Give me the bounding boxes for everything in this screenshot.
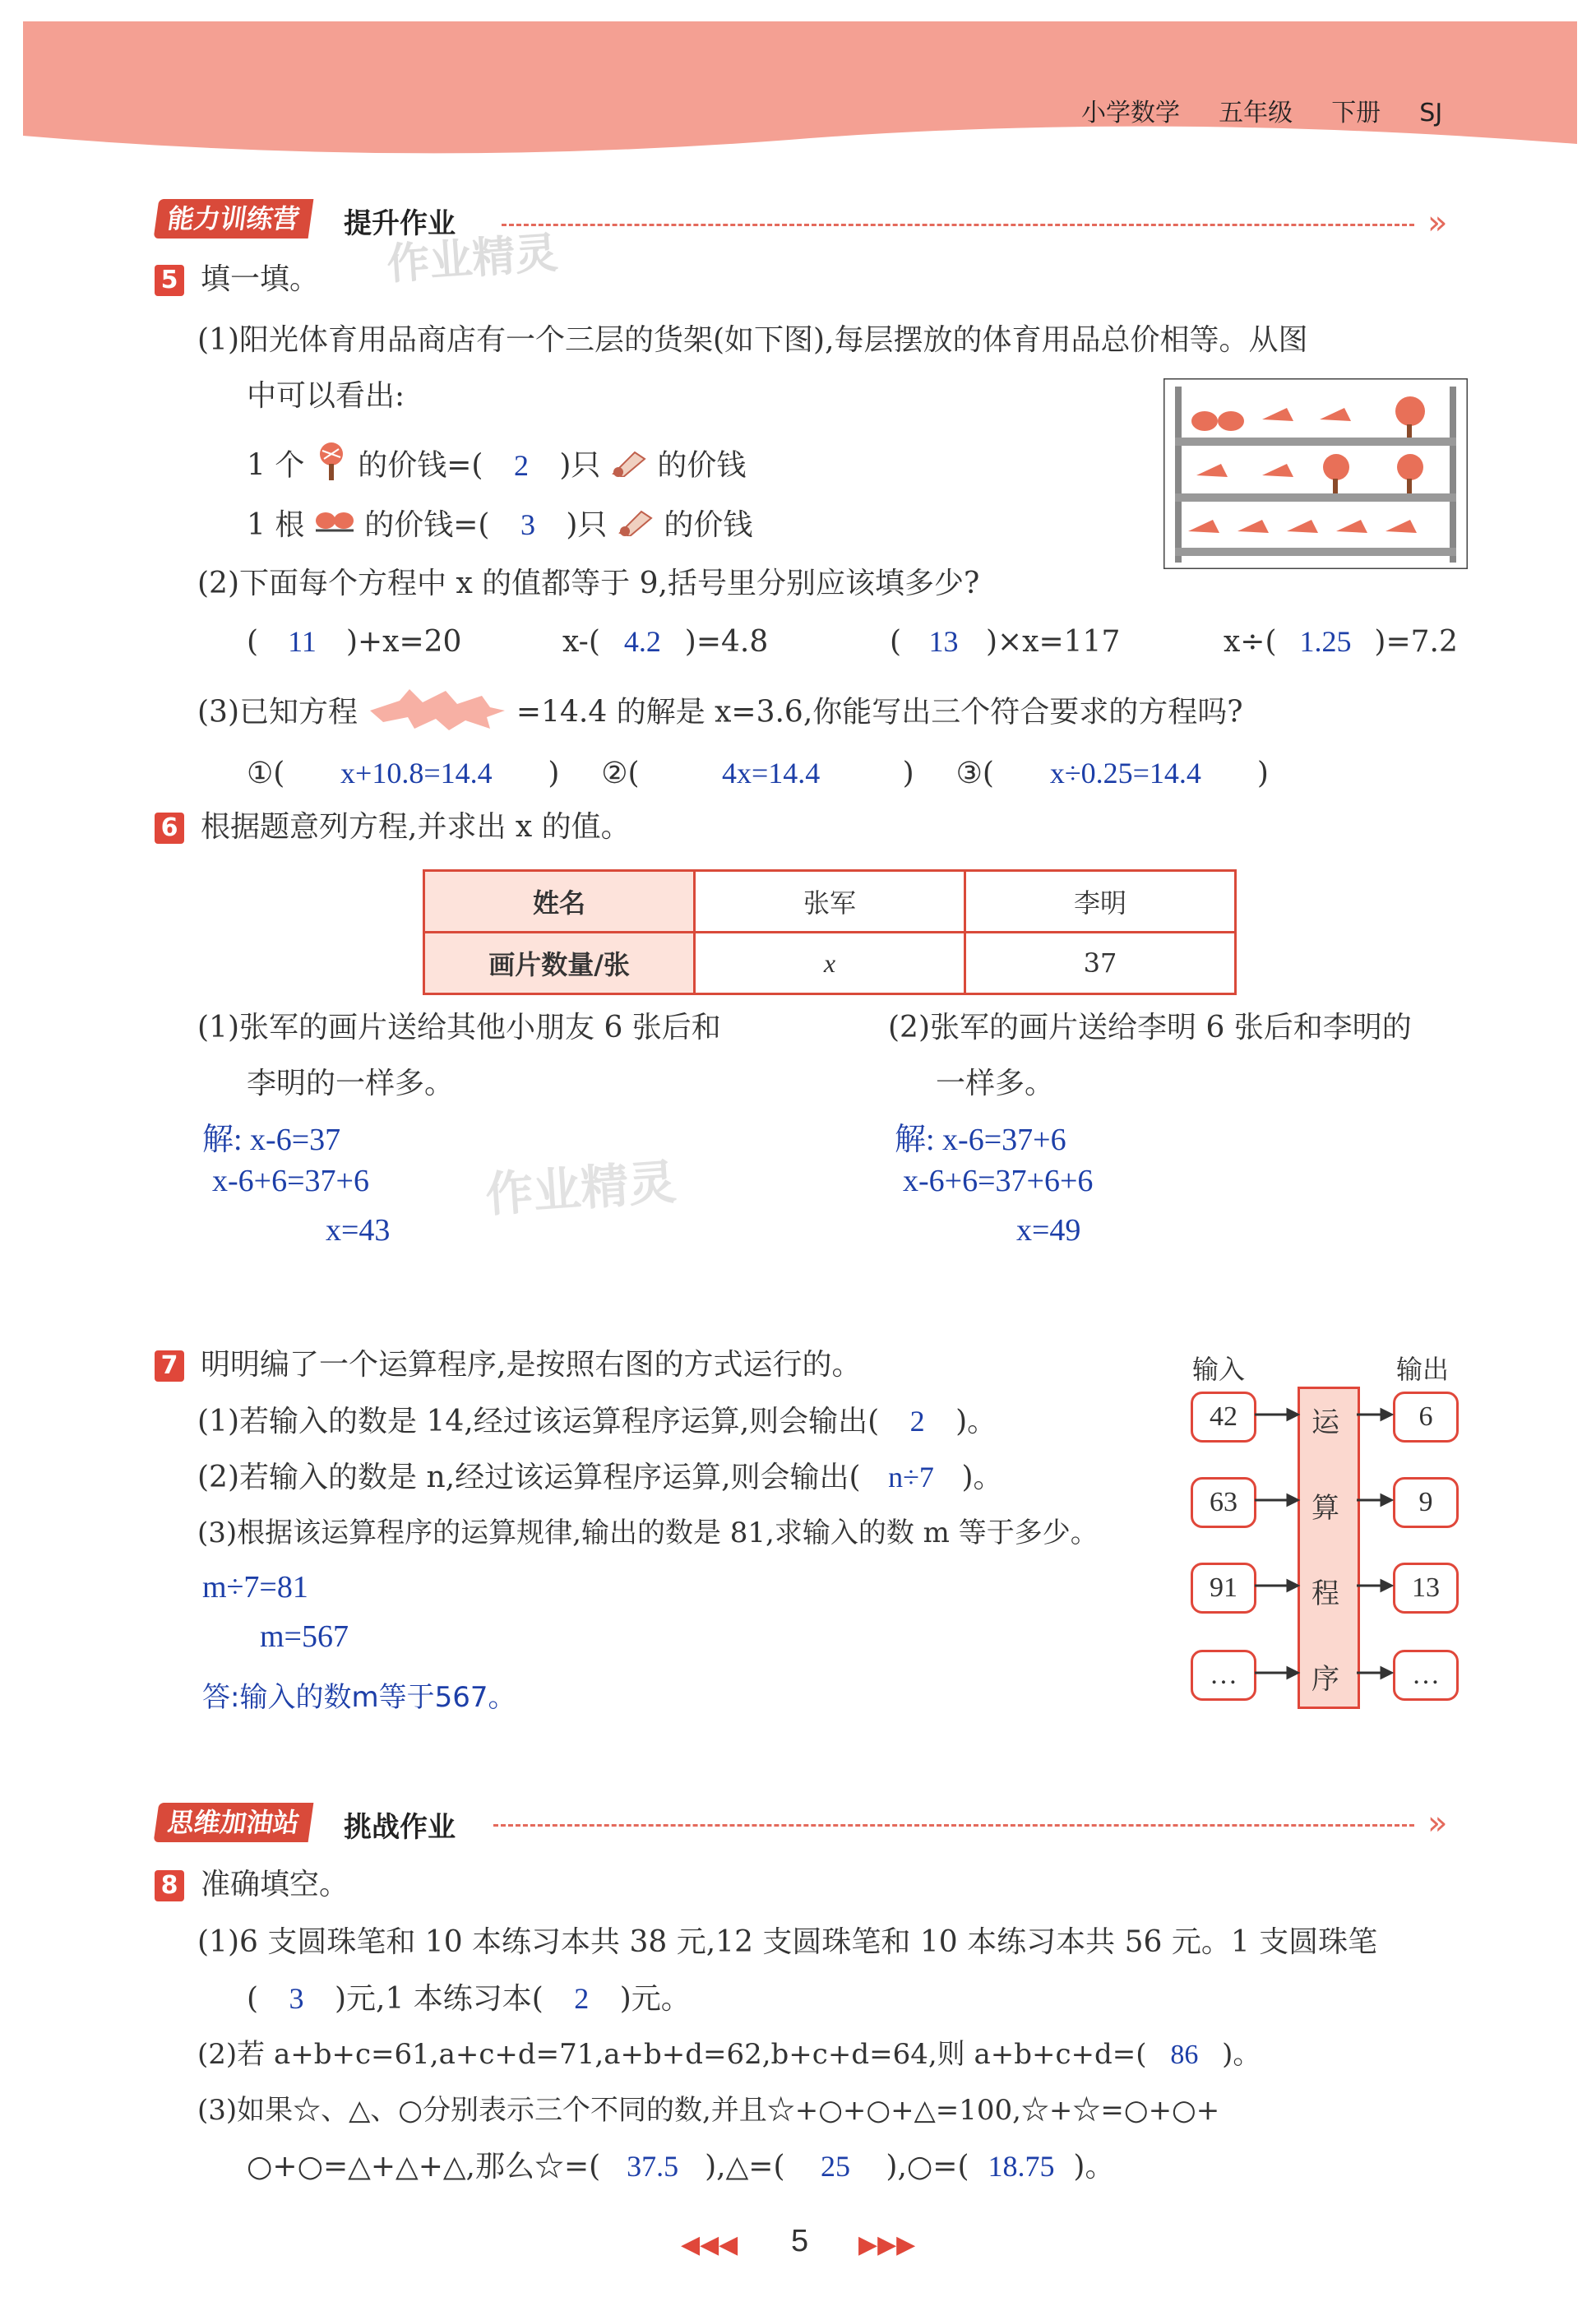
solution-watermark: 作业精灵: [483, 1153, 678, 1223]
section-watermark: 作业精灵: [385, 228, 560, 290]
page-number: 5: [791, 2224, 809, 2258]
question-number-5: 5: [155, 265, 184, 296]
q5-p1-b-answer: 3: [520, 508, 535, 541]
header-grade: 五年级: [1219, 99, 1293, 127]
diagram-input-3: 91: [1191, 1563, 1256, 1614]
q8-title: 准确填空。: [201, 1868, 349, 1901]
q5-p2-eq1: ( 11 )+x=20: [247, 622, 461, 662]
table-cell-liming: 37: [965, 933, 1235, 994]
q5-p3-answer-1: x+10.8=14.4: [340, 757, 493, 790]
q7-solution-2: m=567: [260, 1619, 349, 1654]
chevron-right-icon: »: [1427, 1804, 1448, 1842]
diagram-program-char-2: 算: [1311, 1492, 1339, 1525]
q8-p3-line1: (3)如果☆、△、○分别表示三个不同的数,并且☆+○+○+△=100,☆+☆=○+○+: [197, 2094, 1220, 2127]
q7-p1-answer: 2: [909, 1405, 925, 1438]
diagram-program-char-3: 程: [1311, 1577, 1339, 1610]
q6-p2-solution-1: 解: x-6=37+6: [895, 1123, 1066, 1157]
bat-pair-icon: [314, 506, 355, 549]
diagram-program-char-4: 序: [1311, 1663, 1339, 1696]
table-row-label: 画片数量/张: [424, 933, 695, 994]
diagram-input-label: 输入: [1192, 1354, 1246, 1385]
q5-p2-eq2: x-( 4.2 )=4.8: [562, 622, 768, 662]
q8-p1-answer-pen: 3: [289, 1982, 304, 2015]
q5-p2-eq3-answer: 13: [928, 625, 959, 658]
q6-p1-solution-3: x=43: [326, 1213, 391, 1248]
q6-table: [423, 869, 1237, 995]
racket-icon: [314, 441, 349, 494]
q5-p2-line: (2)下面每个方程中 x 的值都等于 9,括号里分别应该填多少?: [197, 567, 980, 600]
diagram-output-3: 13: [1393, 1563, 1459, 1614]
shuttlecock-icon: [610, 448, 648, 488]
q5-p1-line1: (1)阳光体育用品商店有一个三层的货架(如下图),每层摆放的体育用品总价相等。从图: [197, 323, 1308, 357]
q6-p2-line1: (2)张军的画片送给李明 6 张后和李明的: [888, 1011, 1412, 1044]
q6-p2-solution-3: x=49: [1016, 1213, 1081, 1248]
diagram-input-2: 63: [1191, 1477, 1256, 1528]
diagram-program-char-1: 运: [1311, 1406, 1339, 1439]
q6-p2-line2: 一样多。: [936, 1067, 1055, 1100]
q5-p1-line2: 中可以看出:: [247, 379, 405, 413]
q5-p2-eq4: x÷( 1.25 )=7.2: [1224, 622, 1458, 662]
q7-p1: (1)若输入的数是 14,经过该运算程序运算,则会输出( 2 )。: [197, 1401, 997, 1442]
section-badge-ability: 能力训练营: [154, 199, 314, 239]
header-edition: SJ: [1419, 99, 1443, 127]
q8-p3-answer-star: 37.5: [627, 2150, 679, 2183]
question-number-6: 6: [155, 813, 184, 844]
q5-p2-eq4-answer: 1.25: [1299, 625, 1352, 658]
q7-p2: (2)若输入的数是 n,经过该运算程序运算,则会输出( n÷7 )。: [197, 1457, 1003, 1498]
section-divider-2: [493, 1824, 1414, 1827]
q8-p2-answer: 86: [1170, 2040, 1199, 2070]
ink-splash-icon: [367, 686, 507, 743]
q8-p1-answer-book: 2: [574, 1982, 590, 2015]
q8-p1-line2: ( 3 )元,1 本练习本( 2 )元。: [247, 1979, 691, 2019]
diagram-input-1: 42: [1191, 1392, 1256, 1443]
diagram-output-2: 9: [1393, 1477, 1459, 1528]
q5-p3-answers: ①( x+10.8=14.4 ) ②( 4x=14.4 ) ③( x÷0.25=14.4 ): [247, 753, 1269, 794]
q7-solution-1: m÷7=81: [202, 1570, 308, 1605]
q7-p2-answer: n÷7: [888, 1461, 934, 1494]
q5-p2-eq1-answer: 11: [288, 625, 317, 658]
prev-page-icon[interactable]: ◀◀◀: [681, 2230, 738, 2259]
q6-p1-solution-1: 解: x-6=37: [202, 1123, 341, 1157]
q5-p3-line: (3)已知方程 =14.4 的解是 x=3.6,你能写出三个符合要求的方程吗?: [197, 686, 1243, 743]
section-badge-thinking: 思维加油站: [154, 1803, 314, 1842]
diagram-output-1: 6: [1393, 1392, 1459, 1443]
table-cell-zhangjun: x: [695, 933, 965, 994]
section-divider: [502, 224, 1414, 226]
next-page-icon[interactable]: ▶▶▶: [858, 2230, 916, 2259]
q5-p3-answer-2: 4x=14.4: [721, 757, 821, 790]
q7-p3-line: (3)根据该运算程序的运算规律,输出的数是 81,求输入的数 m 等于多少。: [197, 1517, 1099, 1549]
q7-answer-text: 答:输入的数m等于567。: [202, 1681, 516, 1714]
q8-p1-line1: (1)6 支圆珠笔和 10 本练习本共 38 元,12 支圆珠笔和 10 本练习本共 56 元。1 支圆珠笔: [197, 1925, 1378, 1959]
table-header-zhangjun: 张军: [695, 871, 965, 933]
header-volume: 下册: [1331, 99, 1381, 127]
table-header-name: 姓名: [424, 871, 695, 933]
q8-p3-answer-triangle: 25: [820, 2150, 850, 2183]
diagram-arrows: [1250, 1390, 1398, 1702]
diagram-output-4: …: [1393, 1650, 1459, 1701]
q5-p3-answer-3: x÷0.25=14.4: [1049, 757, 1201, 790]
q6-p1-line2: 李明的一样多。: [247, 1067, 455, 1100]
table-header-liming: 李明: [965, 871, 1235, 933]
q6-p1-solution-2: x-6+6=37+6: [212, 1164, 369, 1198]
q8-p2: (2)若 a+b+c=61,a+c+d=71,a+b+d=62,b+c+d=64,则 a+b+c+d=( 86 )。: [197, 2035, 1261, 2075]
question-number-7: 7: [155, 1350, 184, 1382]
q5-p1-a: 1 个 的价钱=( 2 )只 的价钱: [247, 441, 746, 494]
q5-p1-b: 1 根 的价钱=( 3 )只 的价钱: [247, 505, 752, 549]
shelf-illustration: [1163, 378, 1468, 569]
chevron-right-icon: »: [1427, 204, 1448, 242]
diagram-output-label: 输出: [1396, 1354, 1450, 1385]
header-subject: 小学数学: [1081, 99, 1180, 127]
shuttlecock-icon: [617, 507, 655, 547]
q5-p2-eq2-answer: 4.2: [623, 625, 661, 658]
q5-p1-a-answer: 2: [513, 448, 529, 482]
q5-p2-eq3: ( 13 )×x=117: [890, 622, 1120, 662]
q6-p2-solution-2: x-6+6=37+6+6: [903, 1164, 1094, 1198]
q7-title: 明明编了一个运算程序,是按照右图的方式运行的。: [201, 1348, 862, 1382]
section-title-improve: 提升作业: [344, 207, 456, 240]
q8-p3-answer-circle: 18.75: [988, 2150, 1055, 2183]
header-subject-line: [1081, 92, 1442, 128]
question-number-8: 8: [155, 1870, 184, 1901]
header-banner: [0, 0, 1596, 181]
q6-p1-line1: (1)张军的画片送给其他小朋友 6 张后和: [197, 1011, 721, 1044]
q5-title: 填一填。: [201, 262, 320, 296]
section-title-challenge: 挑战作业: [344, 1811, 456, 1844]
diagram-input-4: …: [1191, 1650, 1256, 1701]
q6-title: 根据题意列方程,并求出 x 的值。: [201, 810, 631, 844]
q8-p3-line2: ○+○=△+△+△,那么☆=( 37.5 ),△=( 25 ),○=( 18.75 )。: [247, 2147, 1114, 2187]
